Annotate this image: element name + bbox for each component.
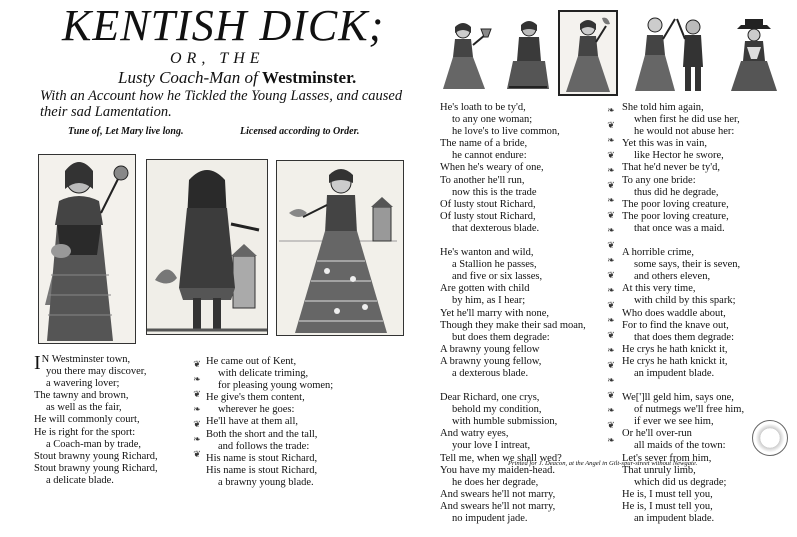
verse-line: and others eleven,	[634, 271, 711, 283]
stanza-column-2	[206, 356, 376, 501]
ornament: ❧	[193, 404, 201, 414]
verse-line: The poor loving creature,	[622, 198, 729, 210]
ornament: ❦	[193, 359, 201, 369]
standing-woman-woodcut	[558, 10, 618, 96]
ornament: ❦	[607, 240, 615, 250]
verse-line: some says, their is seven,	[634, 259, 741, 271]
ballad-title: KENTISH DICK;	[62, 1, 385, 50]
subtitle-bold: Westminster.	[262, 68, 357, 87]
verse-line: he love's to live common,	[452, 126, 560, 138]
verse-line: Stout brawny young Richard,	[34, 462, 158, 474]
verse-line: he does her degrade,	[452, 476, 539, 488]
account-line: With an Account how he Tickled the Young Lasses, and caused their sad Lamentation.	[40, 88, 403, 120]
verse-line: The name of a bride,	[440, 138, 528, 150]
ballad-subtitle	[118, 68, 356, 88]
verse-line: A horrible crime,	[622, 247, 695, 259]
verse-line: all maids of the town:	[634, 440, 726, 452]
verse-line: a wavering lover;	[46, 378, 120, 390]
lady-in-gown-woodcut	[276, 160, 404, 336]
ornament: ❦	[607, 180, 615, 190]
verse-line: by him, as I hear;	[452, 295, 526, 307]
stanza-column-3	[440, 102, 604, 537]
verse-line: thus did he degrade,	[634, 186, 719, 198]
verse-line: Both the short and the tall,	[206, 428, 318, 440]
verse-line: He give's them content,	[206, 392, 305, 404]
stanza	[622, 247, 794, 380]
verse-line: he cannot endure:	[452, 150, 527, 162]
verse-line: Yet he'll marry with none,	[440, 307, 550, 319]
verse-line: Though they make their sad moan,	[440, 319, 586, 331]
verse-line: We[']ll geld him, says one,	[622, 392, 734, 404]
verse-line: as well as the fair,	[46, 402, 122, 414]
verse-line: A brawny young fellow,	[440, 355, 542, 367]
verse-line: when first he did use her,	[634, 114, 740, 126]
verse-line: a Coach-man by trade,	[46, 438, 142, 450]
stanza-column-4	[622, 102, 794, 537]
verse-line: wherever he goes:	[218, 404, 295, 416]
verse-line: His name is stout Richard,	[206, 452, 318, 464]
verse-line: He is, I must tell you,	[622, 488, 713, 500]
ornament: ❧	[607, 315, 615, 325]
verse-line: with delicate triming,	[218, 368, 309, 380]
verse-line: That he'd never be ty'd,	[622, 162, 720, 174]
license-line: Licensed according to Order.	[240, 126, 360, 137]
library-stamp	[752, 420, 788, 456]
verse-line: He is, I must tell you,	[622, 500, 713, 512]
tune-line: Tune of, Let Mary live long.	[68, 126, 184, 137]
verse-line: He crys he hath knickt it,	[622, 343, 728, 355]
verse-line: He is right for the sport:	[34, 426, 136, 438]
stanza	[440, 392, 604, 525]
ornament: ❧	[607, 135, 615, 145]
verse-line: You have my maiden-head.	[440, 464, 555, 476]
verse-line: to any one woman;	[452, 114, 533, 126]
ornament: ❦	[607, 390, 615, 400]
ornament: ❧	[607, 225, 615, 235]
verse-line: behold my condition,	[452, 404, 542, 416]
stanza	[622, 392, 794, 525]
ornament: ❦	[607, 360, 615, 370]
ornament: ❧	[607, 105, 615, 115]
verse-line: He came out of Kent,	[206, 356, 297, 367]
ornament: ❧	[607, 195, 615, 205]
verse-line: and follows the trade:	[218, 440, 310, 452]
ornament: ❦	[607, 270, 615, 280]
ornament: ❦	[193, 419, 201, 429]
verse-line: that does them degrade:	[634, 331, 735, 343]
stanza	[440, 102, 604, 235]
verse-line: of nutmegs we'll free him,	[634, 404, 745, 416]
verse-line: And watry eyes,	[440, 428, 509, 440]
verse-line: no impudent jade.	[452, 513, 528, 524]
verse-line: with child by this spark;	[634, 295, 736, 307]
verse-line: For to find the knave out,	[622, 319, 729, 331]
verse-line: His name is stout Richard,	[206, 464, 318, 476]
verse-line: He crys he hath knickt it,	[622, 355, 728, 367]
verse-line: with humble submission,	[452, 416, 558, 428]
verse-line: To another he'll run,	[440, 174, 525, 186]
verse-line: Dear Richard, one crys,	[440, 392, 540, 404]
stanza	[440, 247, 604, 380]
ornament: ❦	[607, 330, 615, 340]
verse-line: Yet this was in vain,	[622, 138, 707, 150]
ornament-divider	[192, 358, 202, 460]
or-the-line: OR, THE	[170, 50, 265, 67]
verse-line: and five or six lasses,	[452, 271, 543, 283]
verse-line: like Hector he swore,	[634, 150, 724, 162]
verse-line: And swears he'll not marry,	[440, 500, 556, 512]
couple-woodcut	[626, 10, 720, 94]
verse-line: Or he'll over-run	[622, 428, 692, 440]
verse-line: but does them degrade:	[452, 331, 550, 343]
kneeling-woman-woodcut	[506, 16, 550, 92]
lady-with-cup-woodcut	[442, 16, 496, 92]
verse-line: that once was a maid.	[634, 222, 725, 234]
verse-line: your love I intreat,	[452, 440, 531, 452]
verse-line: a dexterous blade.	[452, 367, 529, 379]
stanza	[206, 356, 376, 489]
verse-line: Who does waddle about,	[622, 307, 726, 319]
verse-line: The tawny and brown,	[34, 390, 129, 402]
verse-line: you there may discover,	[46, 366, 147, 378]
verse-line: Of lusty stout Richard,	[440, 198, 536, 210]
verse-line: He's loath to be ty'd,	[440, 102, 526, 113]
verse-line: he would not abuse her:	[634, 126, 735, 138]
verse-line: which did us degrade;	[634, 476, 727, 488]
verse-line: A brawny young fellow	[440, 343, 540, 355]
verse-line: Stout brawny young Richard,	[34, 450, 158, 462]
ornament: ❧	[193, 434, 201, 444]
verse-line: He's wanton and wild,	[440, 247, 534, 259]
stanza-column-1	[34, 354, 192, 499]
ornament: ❦	[607, 120, 615, 130]
subtitle-plain: Lusty Coach-Man of	[118, 68, 258, 87]
ornament: ❧	[607, 255, 615, 265]
ornament: ❧	[607, 345, 615, 355]
ornament: ❧	[607, 435, 615, 445]
ornament: ❧	[607, 375, 615, 385]
verse-line: a brawny young blade.	[218, 476, 314, 488]
stanza	[34, 354, 192, 487]
verse-line: Tell me, when we shall wed?	[440, 452, 562, 464]
verse-line: That unruly limb,	[622, 464, 696, 476]
verse-line: The poor loving creature,	[622, 210, 729, 222]
lady-in-hat-woodcut	[726, 18, 782, 94]
ornament: ❧	[607, 165, 615, 175]
verse-line: And swears he'll not marry,	[440, 488, 556, 500]
ornament: ❧	[607, 285, 615, 295]
imprint: Printed for J. Deacon, at the Angel in Gilt-spur-street without Newgate.	[508, 460, 698, 467]
ornament: ❧	[193, 374, 201, 384]
ornament: ❦	[607, 300, 615, 310]
ornament: ❦	[193, 449, 201, 459]
verse-line: a Stallion he passes,	[452, 259, 537, 271]
verse-line: He will commonly court,	[34, 414, 140, 426]
verse-line: an impudent blade.	[634, 367, 715, 379]
verse-line: Are gotten with child	[440, 283, 530, 295]
ornament: ❦	[607, 210, 615, 220]
ornament: ❦	[607, 150, 615, 160]
ornament: ❦	[193, 389, 201, 399]
verse-line: Of lusty stout Richard,	[440, 210, 536, 222]
gentleman-coachman-woodcut	[146, 159, 268, 335]
verse-line: When he's weary of one,	[440, 162, 544, 174]
verse-line: He'll have at them all,	[206, 416, 298, 428]
lady-with-flower-woodcut	[38, 154, 136, 344]
verse-line: N Westminster town,	[41, 354, 131, 365]
verse-line: that dexterous blade.	[452, 222, 540, 234]
verse-line: At this very time,	[622, 283, 696, 295]
verse-line: now this is the trade	[452, 186, 537, 198]
drop-cap: I	[34, 352, 41, 374]
verse-line: for pleasing young women;	[218, 380, 334, 392]
ornament: ❧	[607, 405, 615, 415]
verse-line: a delicate blade.	[46, 474, 114, 486]
verse-line: She told him again,	[622, 102, 704, 113]
stanza	[622, 102, 794, 235]
verse-line: To any one bride:	[622, 174, 696, 186]
ornament: ❦	[607, 420, 615, 430]
ornament-divider	[605, 104, 617, 446]
verse-line: if ever we see him,	[634, 416, 714, 428]
verse-line: an impudent blade.	[634, 513, 715, 524]
verse-line: Let's sever from him,	[622, 452, 712, 464]
